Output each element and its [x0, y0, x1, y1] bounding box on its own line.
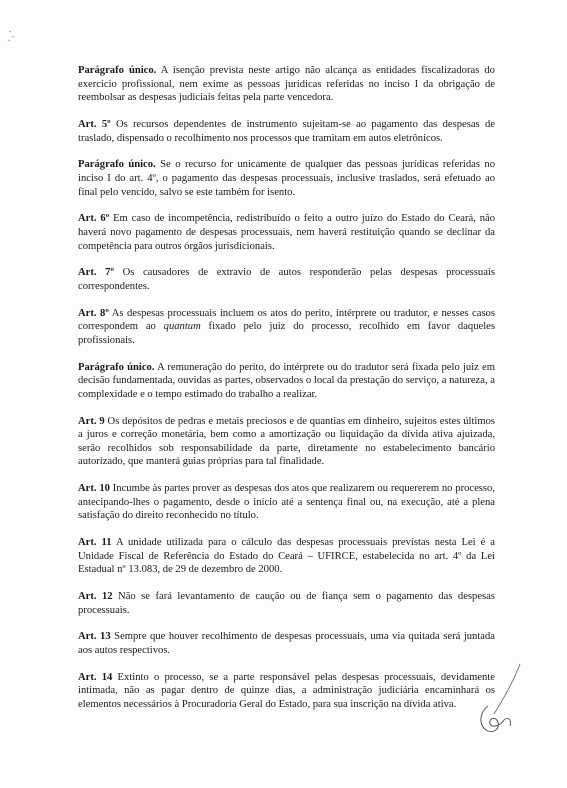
article-heading: Art. 6º [78, 213, 110, 225]
paragraph-text: A isenção prevista neste artigo não alcança as entidades fiscalizadoras do exercício profissional, nem exime as pessoas jurídicas referidas no inciso I da obrigação de reembolsar as despesas judiciais feitas pela parte vencedora. [78, 65, 495, 104]
article-heading: Art. 13 [78, 631, 111, 643]
margin-mark-icon [6, 28, 18, 48]
paragrafo-unico-3 [78, 361, 495, 402]
article-12 [78, 590, 495, 617]
article-heading: Art. 9 [78, 415, 105, 427]
article-heading: Art. 5º [78, 118, 111, 130]
article-text: Não se fará levantamento de caução ou de fiança sem o pagamento das despesas processuais. [78, 591, 495, 616]
article-6 [78, 212, 495, 253]
article-text-before: As despesas processuais incluem os atos do perito, intérprete ou tradutor, e nesses casos correspondem ao [78, 307, 495, 333]
paragrafo-unico-2 [78, 158, 495, 199]
article-9 [78, 415, 495, 469]
article-text: Os causadores de extravio de autos responderão pelas despesas processuais correspondentes. [78, 267, 495, 292]
signature-icon [470, 660, 532, 736]
article-heading: Art. 7º [78, 267, 114, 279]
article-heading: Art. 14 [78, 671, 113, 683]
paragraph-text: Se o recurso for unicamente de qualquer das pessoas jurídicas referidas no inciso I do art. 4º, o pagamento das despesas processuais, inclusive traslados, será efetuado ao final pelo vencido, salvo se este também for isento. [78, 159, 495, 198]
article-10 [78, 482, 495, 523]
paragraph-text: A remuneração do perito, do intérprete ou do tradutor será fixada pelo juiz em decisão fundamentada, ouvidas as partes, observados o local da prestação do serviço, a natureza, a complexidade e o tempo estimado do trabalho a realizar. [78, 361, 495, 400]
article-text: A unidade utilizada para o cálculo das despesas processuais previstas nesta Lei é a Unidade Fiscal de Referência do Estado do Ceará – UFIRCE, estabelecida no art. 4º da Lei Estadual nº 13.083, de 29 de dezembro de 2000. [78, 537, 495, 576]
article-5 [78, 118, 495, 145]
article-text: Incumbe às partes prover as despesas dos atos que realizarem ou requererem no processo, antecipando-lhes o pagamento, desde o início até a sentença final ou, na execução, até a plena satisfação do direito reconhecido no título. [78, 483, 496, 522]
article-text: Os depósitos de pedras e metais preciosos e de quantias em dinheiro, sujeitos estes últimos a juros e correção monetária, bem como a amortização ou liquidação da dívida ativa ajuizada, serão recolhidos sob responsabilidade da parte, diretamente no estabelecimento bancário autorizado, que manterá guias próprias para tal finalidade. [78, 415, 495, 468]
article-text: Os recursos dependentes de instrumento sujeitam-se ao pagamento das despesas de traslado, dispensado o recolhimento nos processos que tramitam em autos eletrônicos. [78, 118, 495, 144]
paragrafo-unico-1 [78, 64, 495, 105]
paragraph-heading: Parágrafo único. [78, 159, 156, 171]
article-heading: Art. 12 [78, 591, 113, 603]
article-7 [78, 266, 495, 293]
paragraph-heading: Parágrafo único. [78, 65, 157, 76]
article-text-after: fixado pelo juiz do processo, recolhido em favor daqueles profissionais. [78, 321, 495, 346]
article-heading: Art. 8º [78, 307, 109, 319]
article-heading: Art. 11 [78, 537, 112, 549]
paragraph-heading: Parágrafo único. [78, 361, 155, 373]
article-11 [78, 536, 495, 577]
article-14 [78, 671, 495, 712]
article-13 [78, 630, 495, 657]
document-body [78, 64, 495, 725]
article-text: Em caso de incompetência, redistribuído o feito a outro juízo do Estado do Ceará, não haverá novo pagamento de despesas processuais, nem haverá restituição quando se declinar da competência para outros órgãos jurisdicionais. [78, 213, 495, 252]
article-text: Sempre que houver recolhimento de despesas processuais, uma via quitada será juntada aos autos respectivos. [78, 631, 495, 657]
article-text: Extinto o processo, se a parte responsável pelas despesas processuais, devidamente intimada, não as pagar dentro de quinze dias, a administração judiciária encaminhará os elementos necessários à Procuradoria Geral do Estado, para sua inscrição na dívida ativa. [78, 671, 495, 711]
article-text-italic: quantum [163, 321, 201, 333]
article-8 [78, 307, 495, 348]
article-heading: Art. 10 [78, 483, 110, 495]
